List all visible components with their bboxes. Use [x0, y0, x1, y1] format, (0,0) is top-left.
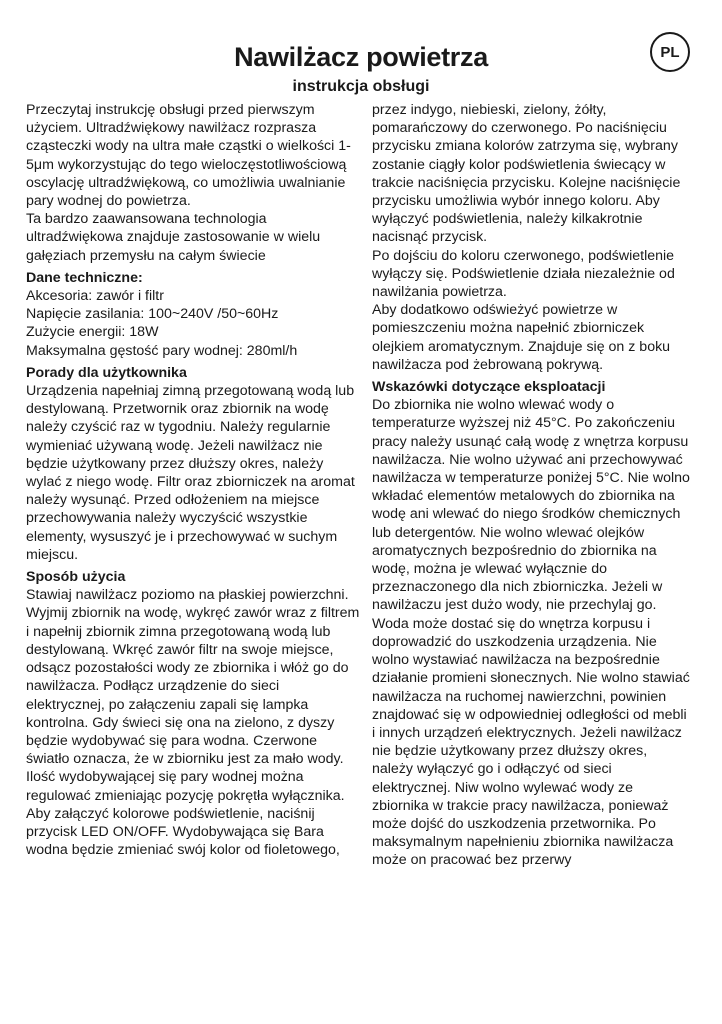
page-title: Nawilżacz powietrza [234, 42, 488, 72]
tech-item: Maksymalna gęstość pary wodnej: 280ml/h [26, 342, 298, 359]
safety-heading: Wskazówki dotyczące eksploatacji [372, 379, 606, 396]
tech-item: Zużycie energii: 18W [26, 324, 159, 341]
language-badge: PL [650, 32, 690, 72]
page-subtitle: instrukcja obsługi [292, 78, 430, 95]
tech-item: Napięcie zasilania: 100~240V /50~60Hz [26, 306, 279, 323]
usage-continuation-3: Aby dodatkowo odświeżyć powietrze w pomieszczeniu można napełnić zbiorniczek olejkiem aromatycznym. Znajduje się on z boku nawilżacza pod żebrowaną pokrywą. [372, 302, 671, 373]
tech-item: Akcesoria: zawór i filtr [26, 288, 164, 305]
right-column [372, 101, 690, 870]
user-tips-heading: Porady dla użytkownika [26, 364, 187, 381]
safety-paragraph: Do zbiornika nie wolno wlewać wody o temperaturze wyższej niż 45°C. Po zakończeniu pracy należy usunąć całą wodę z wnętrza korpusu nawilżacza. Nie wolno używać ani przechowywać nawilżacza w temperaturze poniżej 5°C. Nie wolno wkładać elementów metalowych do zbiornika na wodę ani wlewać do niego środków chemicznych lub detergentów. Nie wolno wlewać olejków aromatycznych bezpośrednio do zbiornika na wodę, można je wlewać wyłącznie do przeznaczonego dla nich zbiorniczka. Jeżeli w nawilżaczu jest dużo wody, nie przechylaj go. Woda może dostać się do wnętrza korpusu i doprowadzić do uszkodzenia urządzenia. Nie wolno wystawiać nawilżacza na bezpośrednie działanie promieni słonecznych. Nie wolno stawiać nawilżacza na ruchomej nawierzchni, powinien znajdować się w odpowiedniej odległości od mebli i innych urządzeń elektrycznych. Jeżeli nawilżacz nie będzie użytkowany przez dłuższy okres, należy wyłączyć go i odłączyć od sieci elektrycznej. Niw wolno wylewać wody ze zbiornika w trakcie pracy nawilżacza, ponieważ może dojść do uszkodzenia przetwornika. Po maksymalnym napełnieniu zbiornika nawilżacza może on pracować bez przerwy [372, 397, 690, 869]
user-tips-paragraph: Urządzenia napełniaj zimną przegotowaną wodą lub destylowaną. Przetwornik oraz zbiornik na wodę należy czyścić raz w tygodniu. Należy regularnie wymieniać używaną wodę. Jeżeli nawilżacz nie będzie użytkowany przez dłuższy okres, należy wylać z niego wodę. Filtr oraz zbiorniczek na aromat należy wysunąć. Przed odłożeniem na miejsce przechowywania należy wyczyścić wszystkie elementy, wysuszyć je i przechowywać w suchym miejscu. [26, 383, 355, 563]
usage-continuation-2: Po dojściu do koloru czerwonego, podświetlenie wyłączy się. Podświetlenie działa niezależnie od nawilżania powietrza. [372, 247, 675, 301]
usage-continuation: przez indygo, niebieski, zielony, żółty, pomarańczowy do czerwonego. Po naciśnięciu przycisku zmiana kolorów zatrzyma się, wybrany zostanie ciągły kolor podświetlenia świecący w trakcie naciśnięcia przycisku. Kolejne naciśnięcie przycisku umożliwia wybór innego koloru. Aby wyłączyć podświetlenia, należy kilkakrotnie nacisnąć przycisk. [372, 102, 681, 246]
intro-paragraph-2: Ta bardzo zaawansowana technologia ultradźwiękowa znajduje zastosowanie w wielu gałęziach przemysłu na całym świecie [26, 211, 321, 264]
left-column [26, 101, 361, 859]
intro-paragraph: Przeczytaj instrukcję obsługi przed pierwszym użyciem. Ultradźwiękowy nawilżacz rozprasza cząsteczki wody na ultra małe cząstki o wielkości 1-5μm wykorzystując do tego wieloczęstotliwościową oscylację ultradźwiękową, co umożliwia uwalnianie pary wodnej do powietrza. [26, 102, 351, 210]
tech-data-heading: Dane techniczne: [26, 269, 143, 286]
usage-heading: Sposób użycia [26, 569, 126, 586]
usage-paragraph: Stawiaj nawilżacz poziomo na płaskiej powierzchni. Wyjmij zbiornik na wodę, wykręć zawór wraz z filtrem i napełnij zbiornik zimna przegotowaną wodą lub destylowaną. Wkręć zawór filtr na swoje miejsce, odsącz pozostałości wody ze zbiornika i włóż go do nawilżacza. Podłącz urządzenie do sieci elektrycznej, po załączeniu zapali się lampka kontrolna. Gdy świeci się ona na zielono, z dyszy będzie wydobywać się para wodna. Czerwone światło oznacza, że w zbiorniku jest za mało wody. Ilość wydobywającej się pary wodnej można regulować zmieniając pozycję pokrętła wyłącznika. Aby załączyć kolorowe podświetlenie, naciśnij przycisk LED ON/OFF. Wydobywająca się Bara wodna będzie zmieniać swój kolor od fioletowego, [26, 587, 360, 859]
